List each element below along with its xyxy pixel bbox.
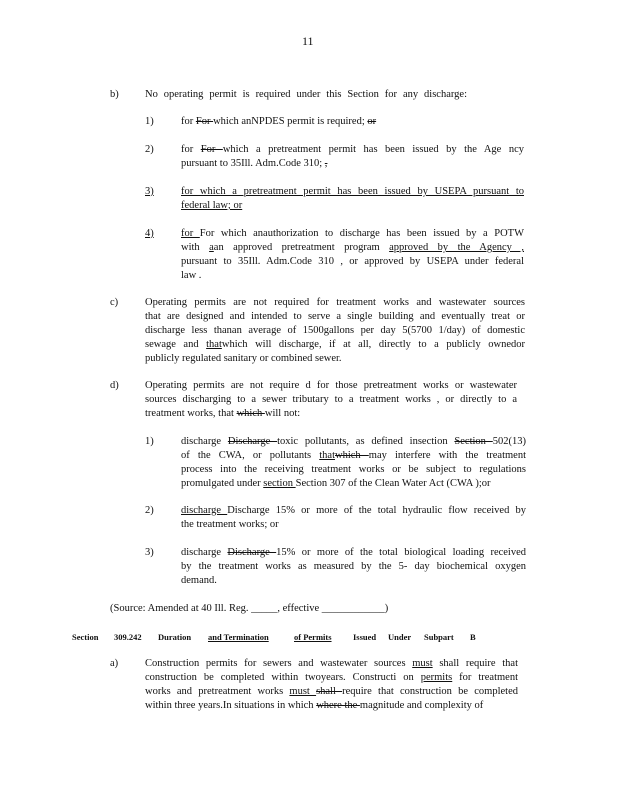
text-run: will not: <box>264 408 301 419</box>
text-run: which will discharge, if at all, directly to a publicly ownedor <box>221 339 525 350</box>
text-line <box>181 157 524 171</box>
inserted-text: approved by the Agency , <box>389 242 524 253</box>
deleted-text: which <box>335 450 369 461</box>
subitem-label: 3) <box>145 547 154 558</box>
subitem-text <box>181 227 524 283</box>
text-run: for <box>181 144 201 155</box>
section-heading-part: Issued <box>353 632 377 642</box>
inserted-text: that <box>319 450 335 461</box>
text-run: with <box>181 242 210 253</box>
text-run: discharge less thanan average of 1500gallons per day 5(5700 1/day) of domestic <box>145 325 525 336</box>
inserted-text: for which a pretreatment permit has been issued by USEPA pursuant to <box>181 186 524 197</box>
text-run: works and pretreatment works <box>145 686 290 697</box>
text-line <box>181 546 526 560</box>
section-heading-part: B <box>470 632 476 642</box>
text-run: sewage and <box>145 339 207 350</box>
text-line <box>181 449 526 463</box>
subitem-label: 2) <box>145 505 154 516</box>
text-run: For which anauthorization to discharge has been issued by a POTW <box>199 228 524 239</box>
text-line <box>181 504 526 518</box>
text-run: shall require that <box>432 658 518 669</box>
inserted-text: discharge <box>181 505 228 516</box>
section-heading <box>72 630 492 644</box>
text-run: 502(13) <box>492 436 526 447</box>
inserted-text: federal law; or <box>181 200 243 211</box>
subitem-text <box>181 115 524 129</box>
text-run: for <box>181 116 196 127</box>
text-run: treatment works, that <box>145 408 237 419</box>
inserted-text: that <box>206 339 222 350</box>
text-line <box>145 685 518 699</box>
text-line <box>145 296 525 310</box>
text-run: an approved pretreatment program <box>213 242 390 253</box>
inserted-text: section <box>263 478 296 489</box>
text-run: for treatment <box>452 672 518 683</box>
item-label-c: c) <box>110 297 119 308</box>
deleted-text: , <box>324 158 328 169</box>
item-label-a: a) <box>110 658 119 669</box>
item-label-b: b) <box>110 89 119 100</box>
section-heading-part: Subpart <box>424 632 454 642</box>
inserted-text: permits <box>420 672 453 683</box>
text-line <box>181 199 524 213</box>
text-run: process into the receiving treatment works or be subject to regulations <box>181 464 526 475</box>
section-heading-part: Duration <box>158 632 192 642</box>
text-run: magnitude and complexity of <box>359 700 484 711</box>
text-run: Discharge 15% or more of the total hydraulic flow received by <box>227 505 526 516</box>
deleted-text: or <box>367 116 377 127</box>
text-line <box>145 324 525 338</box>
subitem-text <box>181 143 524 171</box>
page-number: 11 <box>302 34 314 48</box>
text-line <box>181 115 524 129</box>
inserted-text: for <box>181 228 200 239</box>
text-line <box>181 477 526 491</box>
subitem-label: 2) <box>145 144 154 155</box>
text-run: which anNPDES permit is required; <box>213 116 368 127</box>
subitem-label: 1) <box>145 436 154 447</box>
text-run: within three years.In situations in which <box>145 700 317 711</box>
text-run: by the treatment works as measured by the 5- day biochemical oxygen <box>181 561 526 572</box>
text-run: pursuant to 35Ill. Adm.Code 310; <box>181 158 325 169</box>
text-run: law . <box>181 270 202 281</box>
text-line <box>181 185 524 199</box>
text-run: toxic pollutants, as defined insection <box>277 436 455 447</box>
text-run: discharge <box>181 547 228 558</box>
text-run: Construction permits for sewers and wastewater sources <box>145 658 413 669</box>
section-heading-part: and Termination <box>208 632 269 642</box>
text-run: Operating permits are not required for treatment works and wastewater sources <box>145 297 525 308</box>
text-line <box>181 574 526 588</box>
subitem-text <box>181 504 526 532</box>
text-line <box>181 255 524 269</box>
text-line <box>181 435 526 449</box>
text-run: construction be completed within twoyears. Constructi on <box>145 672 421 683</box>
subitem-label: 1) <box>145 116 154 127</box>
item-label-d: d) <box>110 380 119 391</box>
inserted-text: must <box>289 686 317 697</box>
text-line <box>181 560 526 574</box>
c-paragraph <box>145 296 525 366</box>
subitem-text <box>181 546 526 588</box>
text-line <box>181 227 524 241</box>
subitem-label: 4) <box>145 228 154 239</box>
text-run: Operating permits are not require d for those pretreatment works or wastewater <box>145 380 517 391</box>
text-line <box>145 338 525 352</box>
deleted-text: For <box>195 116 214 127</box>
text-run: publicly regulated sanitary or combined sewer. <box>145 353 342 364</box>
source-note: (Source: Amended at 40 Ill. Reg. _____, effective ____________) <box>110 603 389 614</box>
a-paragraph <box>145 657 518 713</box>
text-line <box>145 407 517 421</box>
text-line <box>181 241 524 255</box>
text-run: sources discharging to a sewer tributary to a treatment works , or directly to a <box>145 394 517 405</box>
b-intro: No operating permit is required under this Section for any discharge: <box>145 89 467 100</box>
d-paragraph <box>145 379 517 421</box>
deleted-text: which <box>236 408 265 419</box>
text-line <box>181 463 526 477</box>
text-run: of the CWA, or pollutants <box>181 450 320 461</box>
section-heading-part: 309.242 <box>114 632 142 642</box>
text-line <box>145 393 517 407</box>
inserted-text: must <box>412 658 433 669</box>
text-run: 15% or more of the total biological loading received <box>276 547 527 558</box>
text-run: discharge <box>181 436 228 447</box>
text-run: demand. <box>181 575 217 586</box>
deleted-text: Discharge <box>227 436 278 447</box>
section-heading-part: Under <box>388 632 412 642</box>
deleted-text: shall <box>316 686 343 697</box>
text-run: Section 307 of the Clean Water Act (CWA );or <box>295 478 491 489</box>
text-run: that are designed and intended to serve a single building and eventually treat or <box>145 311 525 322</box>
section-heading-part: Section <box>72 632 99 642</box>
text-line <box>145 699 518 713</box>
text-line <box>145 352 525 366</box>
subitem-text <box>181 435 526 491</box>
text-run: pursuant to 35Ill. Adm.Code 310 , or approved by USEPA under federal <box>181 256 524 267</box>
text-run: may interfere with the treatment <box>368 450 526 461</box>
text-line <box>181 143 524 157</box>
text-line <box>145 310 525 324</box>
deleted-text: Section <box>454 436 493 447</box>
subitem-label: 3) <box>145 186 154 197</box>
deleted-text: where the <box>316 700 360 711</box>
section-heading-part: of Permits <box>294 632 332 642</box>
text-line <box>145 657 518 671</box>
text-run: require that construction be completed <box>342 686 518 697</box>
deleted-text: For <box>200 144 223 155</box>
text-run: promulgated under <box>181 478 264 489</box>
text-run: the treatment works; or <box>181 519 279 530</box>
text-line <box>181 518 526 532</box>
subitem-text <box>181 185 524 213</box>
text-line <box>145 671 518 685</box>
text-run: which a pretreatment permit has been issued by the Age ncy <box>222 144 524 155</box>
text-line <box>145 379 517 393</box>
deleted-text: Discharge <box>227 547 277 558</box>
inserted-text: a <box>209 242 214 253</box>
text-line <box>181 269 524 283</box>
